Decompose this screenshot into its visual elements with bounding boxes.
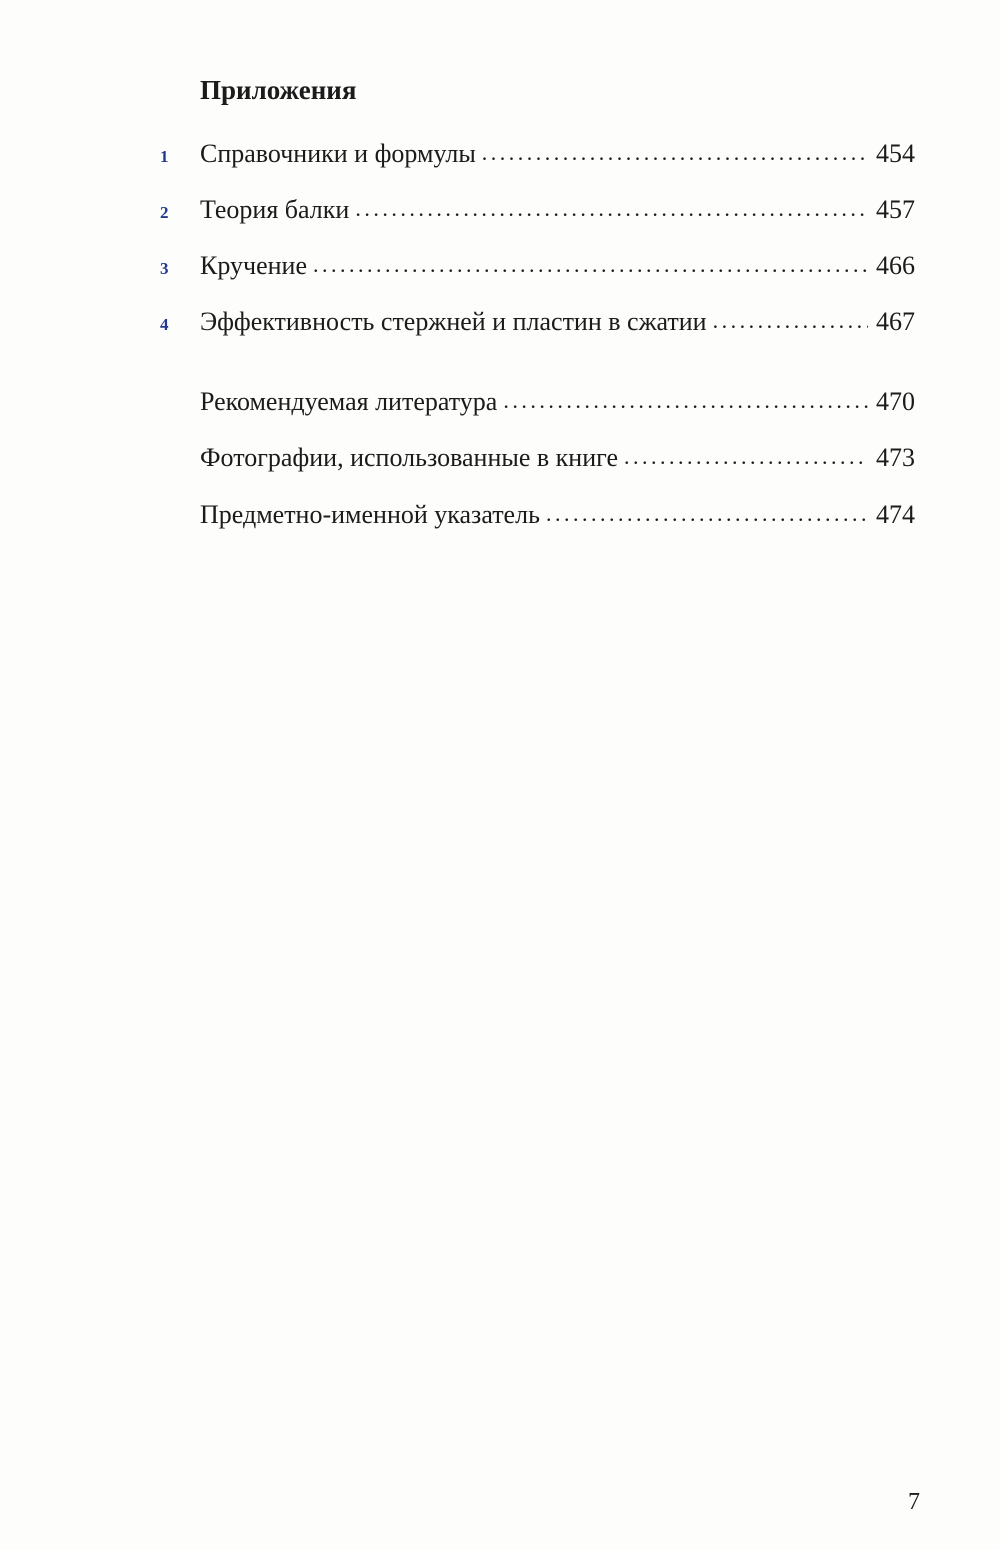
toc-entry[interactable] bbox=[160, 246, 915, 286]
dot-leader bbox=[503, 380, 868, 421]
dot-leader bbox=[482, 132, 868, 173]
toc-entry-page: 473 bbox=[876, 443, 915, 472]
toc-entry-number: 4 bbox=[160, 315, 169, 334]
dot-leader bbox=[313, 244, 868, 285]
toc-entry-page: 467 bbox=[876, 307, 915, 336]
toc-entry-number: 3 bbox=[160, 259, 169, 278]
toc-entry-page: 474 bbox=[876, 500, 915, 529]
toc-entry-title: Справочники и формулы bbox=[200, 139, 476, 168]
toc-entry[interactable] bbox=[160, 438, 915, 478]
toc-entry-title: Кручение bbox=[200, 251, 307, 280]
toc-entry-page: 457 bbox=[876, 195, 915, 224]
toc-entry[interactable] bbox=[160, 495, 915, 535]
toc-entry-page: 470 bbox=[876, 387, 915, 416]
toc-entry-page: 466 bbox=[876, 251, 915, 280]
dot-leader bbox=[713, 300, 868, 341]
section-title: Приложения bbox=[200, 75, 357, 105]
toc-entry-title: Предметно-именной указатель bbox=[200, 500, 540, 529]
toc-entry-number: 2 bbox=[160, 203, 169, 222]
dot-leader bbox=[355, 188, 868, 229]
dot-leader bbox=[546, 493, 868, 534]
dot-leader bbox=[624, 436, 868, 477]
toc-entry-number: 1 bbox=[160, 147, 169, 166]
toc-entry[interactable] bbox=[160, 382, 915, 422]
toc-entry-title: Эффективность стержней и пластин в сжатии bbox=[200, 307, 707, 336]
toc-entry-title: Теория балки bbox=[200, 195, 350, 224]
toc-entry-page: 454 bbox=[876, 139, 915, 168]
toc-entry-title: Фотографии, использованные в книге bbox=[200, 443, 618, 472]
toc-entry[interactable] bbox=[160, 134, 915, 174]
toc-entry[interactable] bbox=[160, 190, 915, 230]
toc-entry-title: Рекомендуемая литература bbox=[200, 387, 498, 416]
page-number: 7 bbox=[908, 1489, 920, 1515]
toc-entry[interactable] bbox=[160, 302, 915, 342]
